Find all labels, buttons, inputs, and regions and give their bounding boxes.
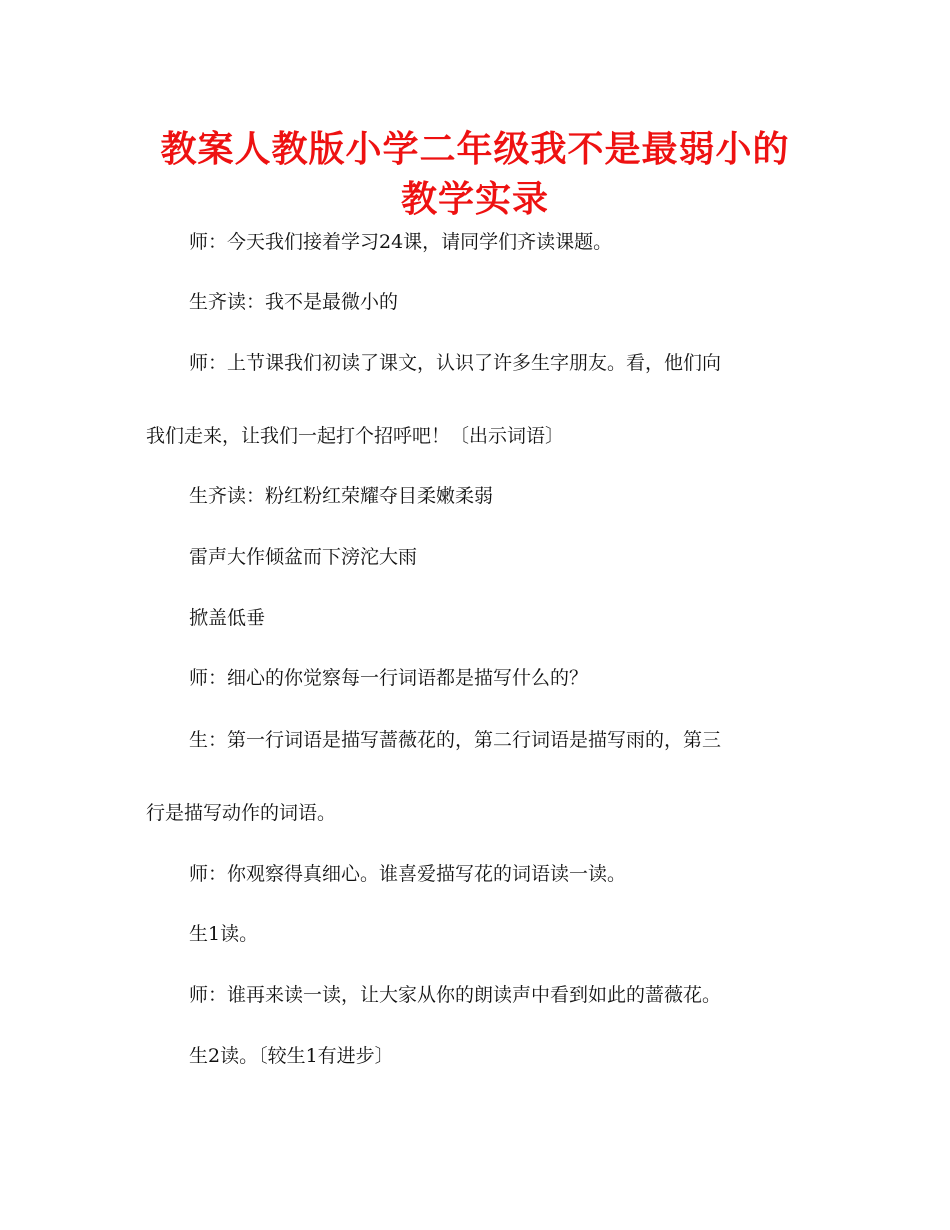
paragraph-12: 生2读。〔较生1有进步〕 (189, 1045, 394, 1067)
paragraph-11: 师：谁再来读一读，让大家从你的朗读声中看到如此的蔷薇花。 (189, 984, 722, 1006)
paragraph-4: 生齐读：粉红粉红荣耀夺目柔嫩柔弱 (189, 485, 494, 507)
paragraph-3: 师：上节课我们初读了课文，认识了许多生字朋友。看，他们向 (189, 352, 722, 374)
paragraph-6: 掀盖低垂 (189, 607, 266, 629)
paragraph-8-continued: 行是描写动作的词语。 (146, 802, 337, 824)
paragraph-2: 生齐读：我不是最微小的 (189, 291, 399, 313)
paragraph-9: 师：你观察得真细心。谁喜爱描写花的词语读一读。 (189, 863, 627, 885)
paragraph-3-continued: 我们走来，让我们一起打个招呼吧！〔出示词语〕 (146, 425, 565, 447)
paragraph-5: 雷声大作倾盆而下滂沱大雨 (189, 546, 418, 568)
paragraph-7: 师：细心的你觉察每一行词语都是描写什么的？ (189, 667, 589, 689)
document-title: 教案人教版小学二年级我不是最弱小的教学实录 (160, 129, 790, 220)
paragraph-10: 生1读。 (189, 923, 259, 945)
paragraph-1: 师：今天我们接着学习24课，请同学们齐读课题。 (189, 231, 613, 253)
paragraph-8: 生：第一行词语是描写蔷薇花的，第二行词语是描写雨的，第三 (189, 729, 722, 751)
